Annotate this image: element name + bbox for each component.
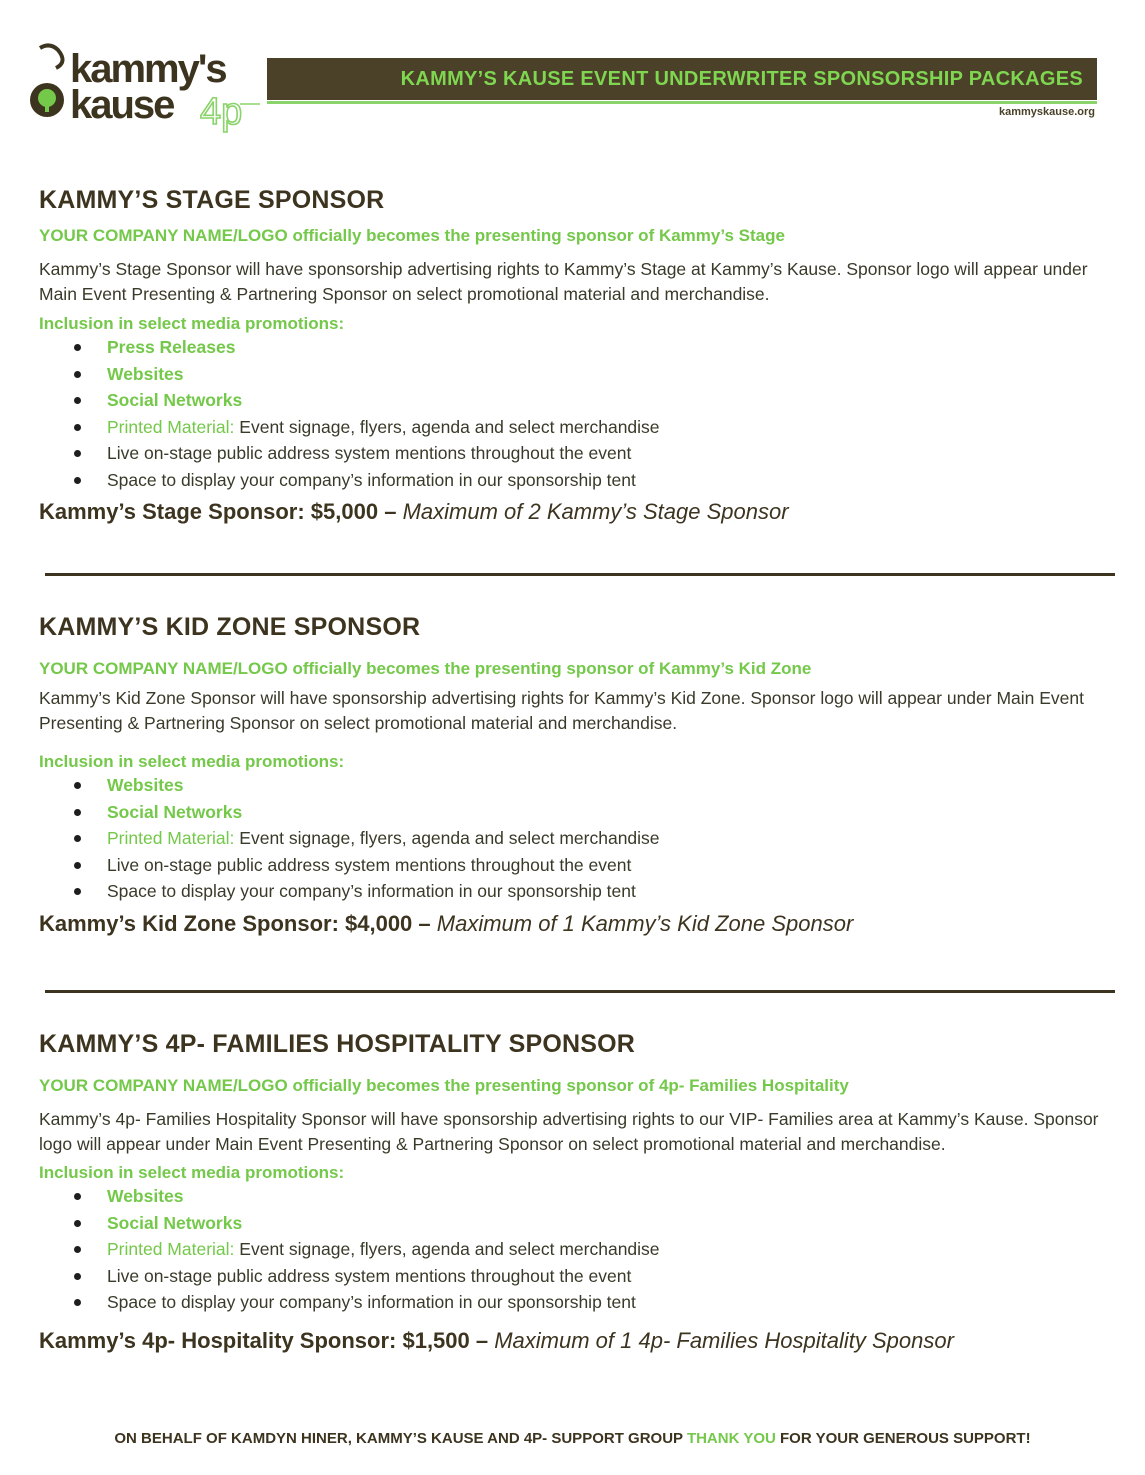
bullet-icon — [74, 1246, 81, 1253]
section-title: KAMMY’S KID ZONE SPONSOR — [39, 613, 421, 641]
item-text: Space to display your company’s information in our sponsorship tent — [107, 469, 636, 490]
item-highlight: Websites — [107, 1186, 184, 1206]
section-body: Kammy’s Stage Sponsor will have sponsorship advertising rights to Kammy’s Stage at Kammy’s Kause. Sponsor logo will appear under Main Event Presenting & Partnering Sponsor on select promotional material and merchandise. — [39, 259, 1088, 304]
list-item — [39, 467, 1114, 494]
item-highlight: Press Releases — [107, 337, 236, 357]
section-subtitle: YOUR COMPANY NAME/LOGO officially becomes the presenting sponsor of Kammy’s Stage — [39, 226, 785, 245]
bullet-icon — [74, 450, 81, 457]
price-line — [39, 911, 1114, 937]
list-item — [39, 440, 1114, 467]
section-subtitle: YOUR COMPANY NAME/LOGO officially becomes the presenting sponsor of 4p- Families Hospitality — [39, 1076, 849, 1095]
bullet-icon — [74, 1299, 81, 1306]
bullet-icon — [74, 862, 81, 869]
list-item — [39, 799, 1114, 826]
section-subtitle: YOUR COMPANY NAME/LOGO officially becomes the presenting sponsor of Kammy’s Kid Zone — [39, 659, 812, 678]
list-item — [39, 825, 1114, 852]
promotion-list — [39, 772, 1114, 905]
logo-graphic — [28, 38, 260, 138]
footer-thank-you: THANK YOU — [686, 1430, 776, 1447]
list-item — [39, 1236, 1114, 1263]
list-item — [39, 334, 1114, 361]
price-note: Maximum of 1 Kammy’s Kid Zone Sponsor — [430, 910, 854, 936]
item-highlight: Websites — [107, 775, 184, 795]
section-body: Kammy’s 4p- Families Hospitality Sponsor will have sponsorship advertising rights to our VIP- Families area at Kammy’s Kause. Sponsor logo will appear under Main Event Presenting & Partnering Sponsor on select promotional material and merchandise. — [39, 1109, 1099, 1154]
item-highlight: Printed Material: — [107, 1239, 235, 1259]
promotion-list — [39, 1183, 1114, 1316]
item-text: Live on-stage public address system mentions throughout the event — [107, 1265, 632, 1286]
promotion-list — [39, 334, 1114, 493]
price-note: Maximum of 2 Kammy’s Stage Sponsor — [396, 499, 789, 524]
list-item — [39, 1289, 1114, 1316]
bullet-icon — [74, 344, 81, 351]
bullet-icon — [74, 1273, 81, 1280]
banner-underline — [267, 101, 1097, 104]
price-label: Kammy’s Kid Zone Sponsor: $4,000 – — [39, 910, 431, 936]
logo-4p-badge: 4p — [200, 91, 243, 133]
website-url: kammyskause.org — [999, 106, 1095, 118]
bullet-icon — [74, 397, 81, 404]
item-text: Space to display your company’s information in our sponsorship tent — [107, 881, 636, 901]
section-divider — [45, 573, 1115, 576]
item-highlight: Social Networks — [107, 390, 243, 410]
inclusion-heading: Inclusion in select media promotions: — [39, 752, 345, 771]
list-item — [39, 1210, 1114, 1237]
banner-title: KAMMY’S KAUSE EVENT UNDERWRITER SPONSORSHIP PACKAGES — [400, 67, 1083, 90]
list-item — [39, 878, 1114, 905]
item-text: Event signage, flyers, agenda and select merchandise — [234, 416, 660, 437]
kammys-kause-logo — [28, 38, 260, 138]
bullet-icon — [74, 1220, 81, 1227]
list-item — [39, 1183, 1114, 1210]
logo-line2: kause — [70, 83, 174, 127]
header-banner — [267, 58, 1097, 100]
list-item — [39, 414, 1114, 441]
list-item — [39, 1263, 1114, 1290]
item-text: Event signage, flyers, agenda and select merchandise — [234, 828, 660, 848]
bullet-icon — [74, 477, 81, 484]
list-item — [39, 361, 1114, 388]
bullet-icon — [74, 424, 81, 431]
item-highlight: Social Networks — [107, 801, 243, 822]
item-highlight: Printed Material: — [107, 828, 235, 848]
price-line — [39, 499, 1114, 525]
list-item — [39, 387, 1114, 414]
stage-sponsor-section — [39, 186, 1114, 525]
item-highlight: Social Networks — [107, 1212, 243, 1233]
list-item — [39, 772, 1114, 799]
item-text: Live on-stage public address system mentions throughout the event — [107, 854, 632, 875]
hospitality-sponsor-section — [39, 1030, 1114, 1354]
bullet-icon — [74, 1193, 81, 1200]
section-title: KAMMY’S 4P- FAMILIES HOSPITALITY SPONSOR — [39, 1030, 636, 1058]
price-label: Kammy’s Stage Sponsor: $5,000 – — [39, 499, 397, 524]
footer-text-before: ON BEHALF OF KAMDYN HINER, KAMMY’S KAUSE AND 4P- SUPPORT GROUP — [114, 1430, 687, 1447]
item-text: Space to display your company’s information in our sponsorship tent — [107, 1292, 636, 1312]
price-line — [39, 1328, 1114, 1354]
inclusion-heading: Inclusion in select media promotions: — [39, 1163, 345, 1182]
item-text: Live on-stage public address system mentions throughout the event — [107, 443, 632, 463]
price-note: Maximum of 1 4p- Families Hospitality Sponsor — [488, 1327, 954, 1353]
inclusion-heading: Inclusion in select media promotions: — [39, 314, 345, 333]
section-title: KAMMY’S STAGE SPONSOR — [39, 186, 385, 214]
bullet-icon — [74, 809, 81, 816]
item-text: Event signage, flyers, agenda and select merchandise — [234, 1239, 660, 1259]
item-highlight: Printed Material: — [107, 416, 235, 437]
section-body: Kammy’s Kid Zone Sponsor will have sponsorship advertising rights for Kammy’s Kid Zone. Sponsor logo will appear under Main Event Presenting & Partnering Sponsor on select promotional material and merchandise. — [39, 688, 1085, 733]
list-item — [39, 852, 1114, 879]
price-label: Kammy’s 4p- Hospitality Sponsor: $1,500 – — [39, 1327, 489, 1353]
bullet-icon — [74, 371, 81, 378]
bullet-icon — [74, 782, 81, 789]
item-highlight: Websites — [107, 363, 184, 384]
kid-zone-sponsor-section — [39, 613, 1114, 937]
bullet-icon — [74, 835, 81, 842]
section-divider — [45, 990, 1115, 993]
footer-thanks — [0, 1430, 1145, 1447]
footer-text-after: FOR YOUR GENEROUS SUPPORT! — [775, 1430, 1031, 1447]
bullet-icon — [74, 888, 81, 895]
logo-line1: kammy's — [70, 47, 226, 91]
